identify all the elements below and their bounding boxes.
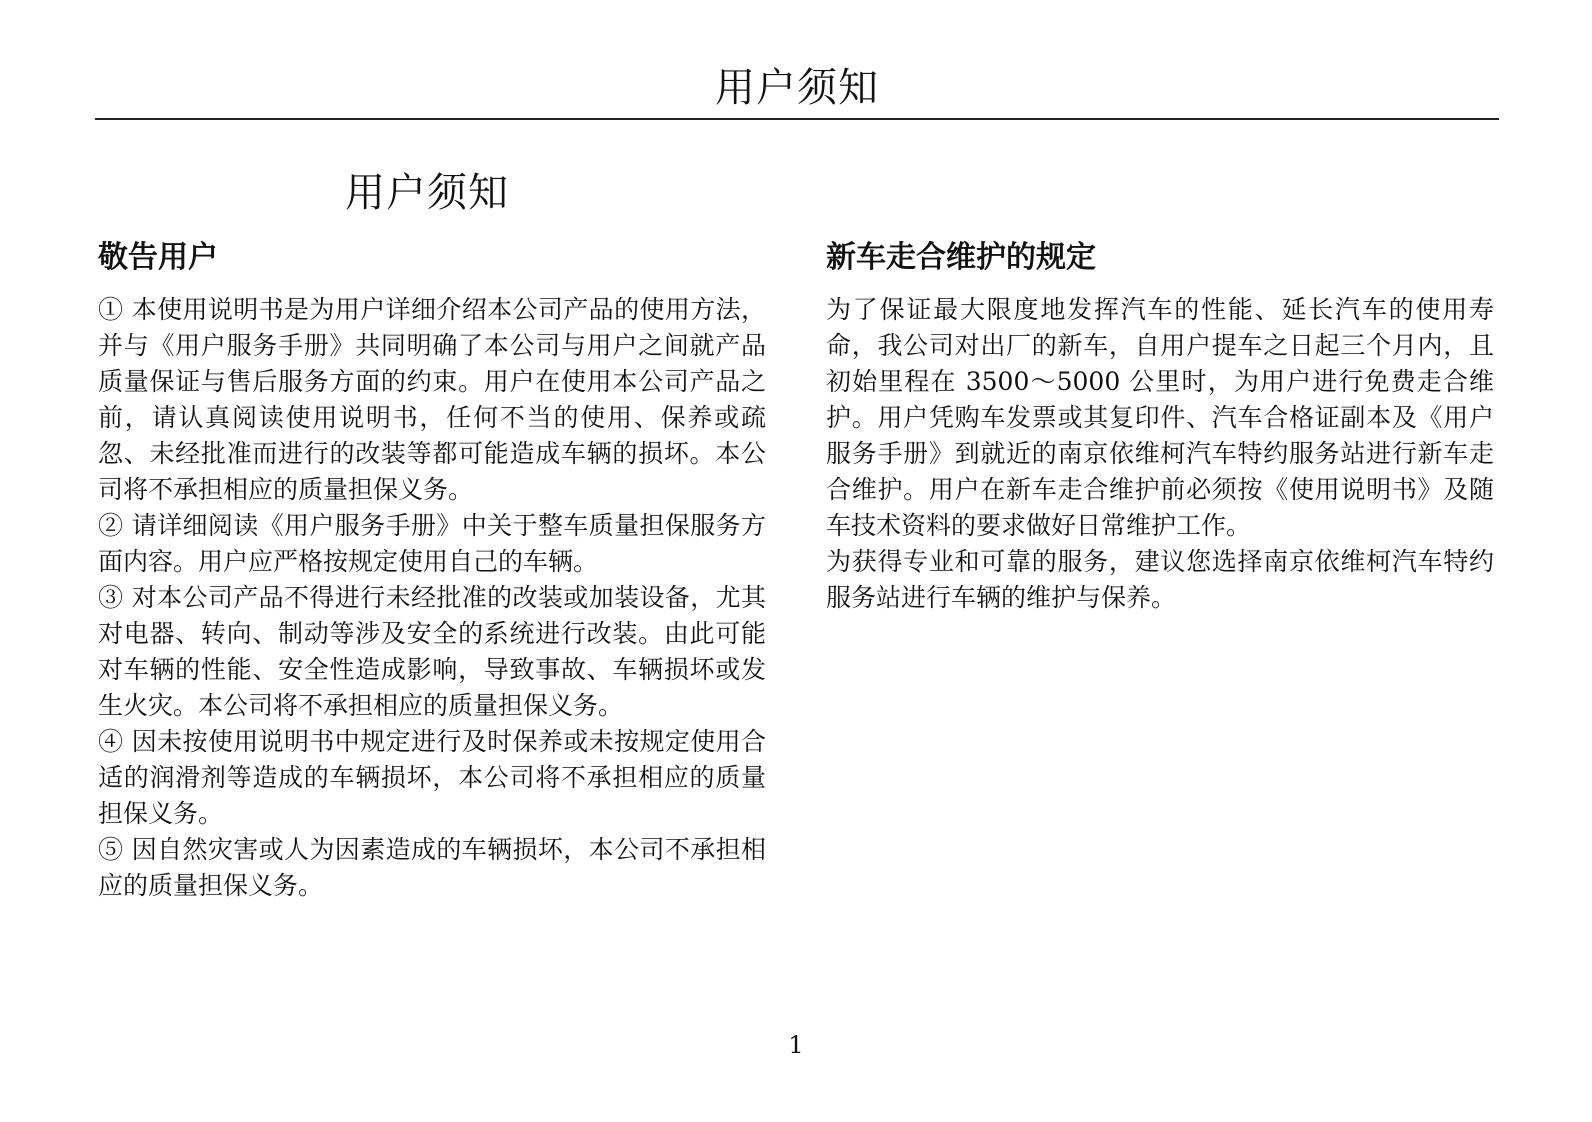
break-in-maintenance-section bbox=[826, 238, 1494, 616]
notice-to-users-section bbox=[98, 238, 766, 904]
notice-item-1: ① 本使用说明书是为用户详细介绍本公司产品的使用方法，并与《用户服务手册》共同明确了本公司与用户之间就产品质量保证与售后服务方面的约束。用户在使用本公司产品之前，请认真阅读使用说明书，任何不当的使用、保养或疏忽、未经批准而进行的改装等都可能造成车辆的损坏。本公司将不承担相应的质量担保义务。 bbox=[98, 295, 766, 504]
break-in-paragraph-2: 为获得专业和可靠的服务，建议您选择南京依维柯汽车特约服务站进行车辆的维护与保养。 bbox=[826, 547, 1494, 612]
page-number: 1 bbox=[788, 1031, 804, 1059]
break-in-paragraph-1: 为了保证最大限度地发挥汽车的性能、延长汽车的使用寿命，我公司对出厂的新车，自用户提车之日起三个月内，且初始里程在 3500～5000 公里时，为用户进行免费走合维护。用户凭购车发票或其复印件、汽车合格证副本及《用户服务手册》到就近的南京依维柯汽车特约服务站进行新车走合维护。用户在新车走合维护前必须按《使用说明书》及随车技术资料的要求做好日常维护工作。 bbox=[826, 295, 1494, 540]
notice-item-2: ② 请详细阅读《用户服务手册》中关于整车质量担保服务方面内容。用户应严格按规定使用自己的车辆。 bbox=[98, 511, 766, 576]
notice-item-4: ④ 因未按使用说明书中规定进行及时保养或未按规定使用合适的润滑剂等造成的车辆损坏，本公司将不承担相应的质量担保义务。 bbox=[98, 727, 766, 828]
header-divider bbox=[95, 118, 1499, 120]
running-header-title: 用户须知 bbox=[715, 65, 879, 111]
notice-item-5: ⑤ 因自然灾害或人为因素造成的车辆损坏，本公司不承担相应的质量担保义务。 bbox=[98, 835, 766, 900]
break-in-maintenance-heading: 新车走合维护的规定 bbox=[826, 240, 1096, 275]
notice-to-users-heading: 敬告用户 bbox=[98, 240, 218, 275]
notice-item-3: ③ 对本公司产品不得进行未经批准的改装或加装设备，尤其对电器、转向、制动等涉及安全的系统进行改装。由此可能对车辆的性能、安全性造成影响，导致事故、车辆损坏或发生火灾。本公司将不承担相应的质量担保义务。 bbox=[98, 583, 766, 720]
page-title: 用户须知 bbox=[345, 170, 509, 216]
